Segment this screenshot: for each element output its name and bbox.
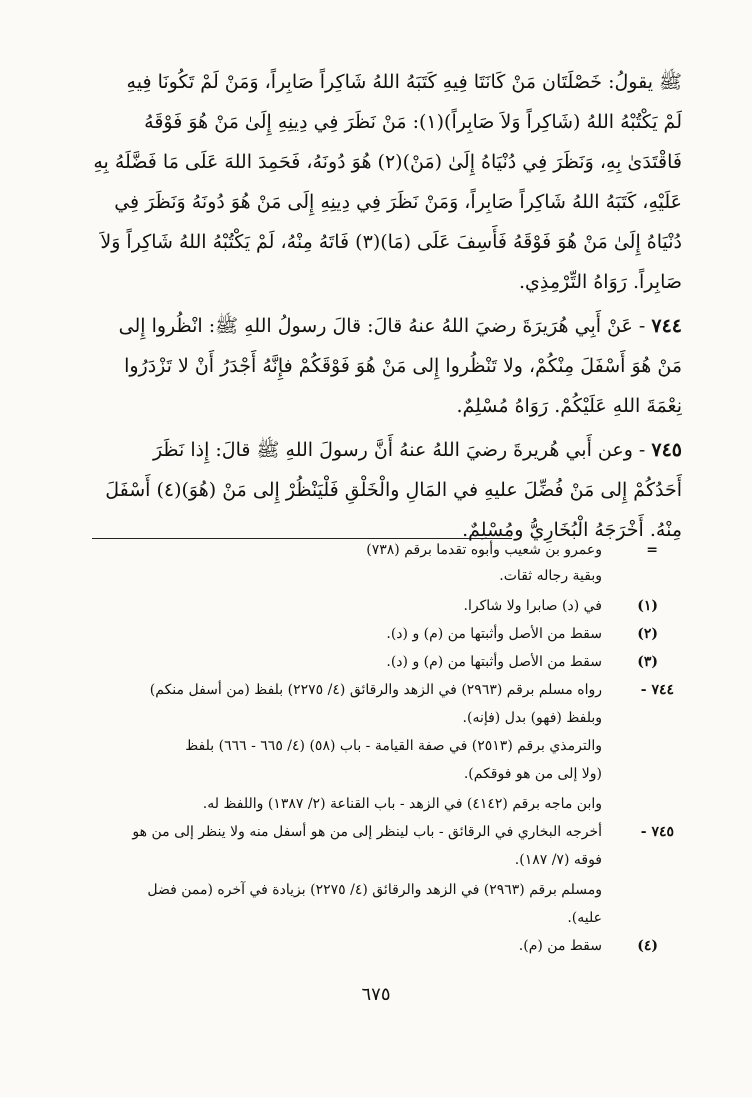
- hadith-744-line: نِعْمَةَ اللهِ عَلَيْكُمْ. رَوَاهُ مُسْلِمٌ.: [456, 395, 682, 417]
- footnote-line: فوقه (٧/ ١٨٧).: [514, 852, 602, 868]
- footnote-marker: (٤): [637, 938, 658, 954]
- footnote-line: وابن ماجه برقم (٤١٤٢) في الزهد - باب القناعة (٢/ ١٣٨٧) واللفظ له.: [202, 796, 602, 812]
- footnote-marker: ٧٤٤ -: [640, 682, 674, 698]
- footnote-line: رواه مسلم برقم (٢٩٦٣) في الزهد والرقائق (٤/ ٢٢٧٥) بلفظ (من أسفل منكم): [149, 682, 602, 698]
- footnote-line: في (د) صابرا ولا شاكرا.: [463, 598, 602, 614]
- hadith-745-line: أَحَدُكُمْ إِلى مَنْ فُضِّلَ عليهِ في المَالِ والْخَلْقِ فَلْيَنْظُرْ إِلى مَنْ (هُوَ)(٤) أَسْفَلَ: [105, 479, 682, 501]
- footnote-line: والترمذي برقم (٢٥١٣) في صفة القيامة - باب (٥٨) (٤/ ٦٦٥ - ٦٦٦) بلفظ: [185, 738, 602, 754]
- main-text: [92, 62, 682, 550]
- hadith-745-line: ٧٤٥ - وعن أَبي هُريرةَ رضيَ اللهُ عنهُ أَنَّ رسولَ اللهِ ﷺ قالَ: إِذا نَظَرَ: [152, 439, 682, 461]
- text-line: عَلَيْهِ، كَتَبَهُ اللهُ شَاكِراً صَابِراً، وَمَنْ نَظَرَ فِي دِينِهِ إِلَى مَنْ هُوَ دُونَهُ وَنَظَرَ فِي: [114, 191, 682, 213]
- footnote-line: وعمرو بن شعيب وأبوه تقدما برقم (٧٣٨): [366, 542, 602, 558]
- footnote-line: وبلفظ (فهو) بدل (فإنه).: [462, 710, 602, 726]
- footnote-marker: (٢): [637, 626, 658, 642]
- hadith-745-line: مِنْهُ. أَخْرَجَهُ الْبُخَارِيُّ ومُسْلِمٌ.: [462, 519, 682, 541]
- page-number: ٦٧٥: [361, 984, 391, 1005]
- text-line: فَاقْتَدَىٰ بِهِ، وَنَظَرَ فِي دُنْيَاهُ إِلَىٰ (مَنْ)(٢) هُوَ دُونَهُ، فَحَمِدَ اللهَ عَلَى مَا فَضَّلَهُ بِهِ: [93, 151, 682, 173]
- hadith-number: ٧٤٤: [651, 315, 682, 337]
- text-line: ﷺ يقولُ: خَصْلَتَان مَنْ كَانَتَا فِيهِ كَتَبَهُ اللهُ شَاكِراً صَابِراً، وَمَنْ لَمْ تَكُونَا فِيهِ: [126, 71, 682, 93]
- footnote-marker: ٧٤٥ -: [640, 824, 674, 840]
- footnote-line: (ولا إلى من هو فوقكم).: [463, 766, 602, 782]
- footnote-marker: (٣): [637, 654, 658, 670]
- text-line: لَمْ يَكْتُبْهُ اللهُ (شَاكِراً وَلاَ صَابِراً)(١): مَنْ نَظَرَ فِي دِينِهِ إِلَىٰ مَنْ هُوَ فَوْقَهُ: [144, 111, 682, 133]
- footnote-marker: =: [646, 542, 658, 558]
- hadith-744-line: ٧٤٤ - عَنْ أَبِي هُرَيرَةَ رضيَ اللهُ عنهُ قالَ: قالَ رسولُ اللهِ ﷺ: انْظُروا إِلى: [118, 315, 682, 337]
- footnote-line: سقط من (م).: [518, 938, 602, 954]
- footnote-line: سقط من الأصل وأثبتها من (م) و (د).: [386, 626, 602, 642]
- text-line: دُنْيَاهُ إِلَىٰ مَنْ هُوَ فَوْقَهُ فَأَسِفَ عَلَى (مَا)(٣) فَاتَهُ مِنْهُ، لَمْ يَكْتُبْهُ اللهُ شَاكِراً وَلاَ: [100, 231, 682, 253]
- footnote-line: سقط من الأصل وأثبتها من (م) و (د).: [386, 654, 602, 670]
- hadith-744-line: مَنْ هُوَ أَسْفَلَ مِنْكُمْ، ولا تَنْظُروا إِلى مَنْ هُوَ فَوْقَكُمْ فإِنَّهُ أَجْدَرُ أَنْ لا تَزْدَرُوا: [124, 355, 682, 377]
- footnote-line: ومسلم برقم (٢٩٦٣) في الزهد والرقائق (٤/ ٢٢٧٥) بزيادة في آخره (ممن فضل: [147, 882, 602, 898]
- text-line: صَابِراً. رَوَاهُ التِّرْمِذِي.: [518, 271, 682, 293]
- footnote-line: عليه).: [567, 910, 602, 926]
- footnote-marker: (١): [637, 598, 658, 614]
- hadith-number: ٧٤٥: [651, 439, 682, 461]
- footnote-line: وبقية رجاله ثقات.: [499, 568, 602, 584]
- footnote-line: أخرجه البخاري في الرقائق - باب لينظر إلى من هو أسفل منه ولا ينظر إلى من هو: [132, 824, 602, 840]
